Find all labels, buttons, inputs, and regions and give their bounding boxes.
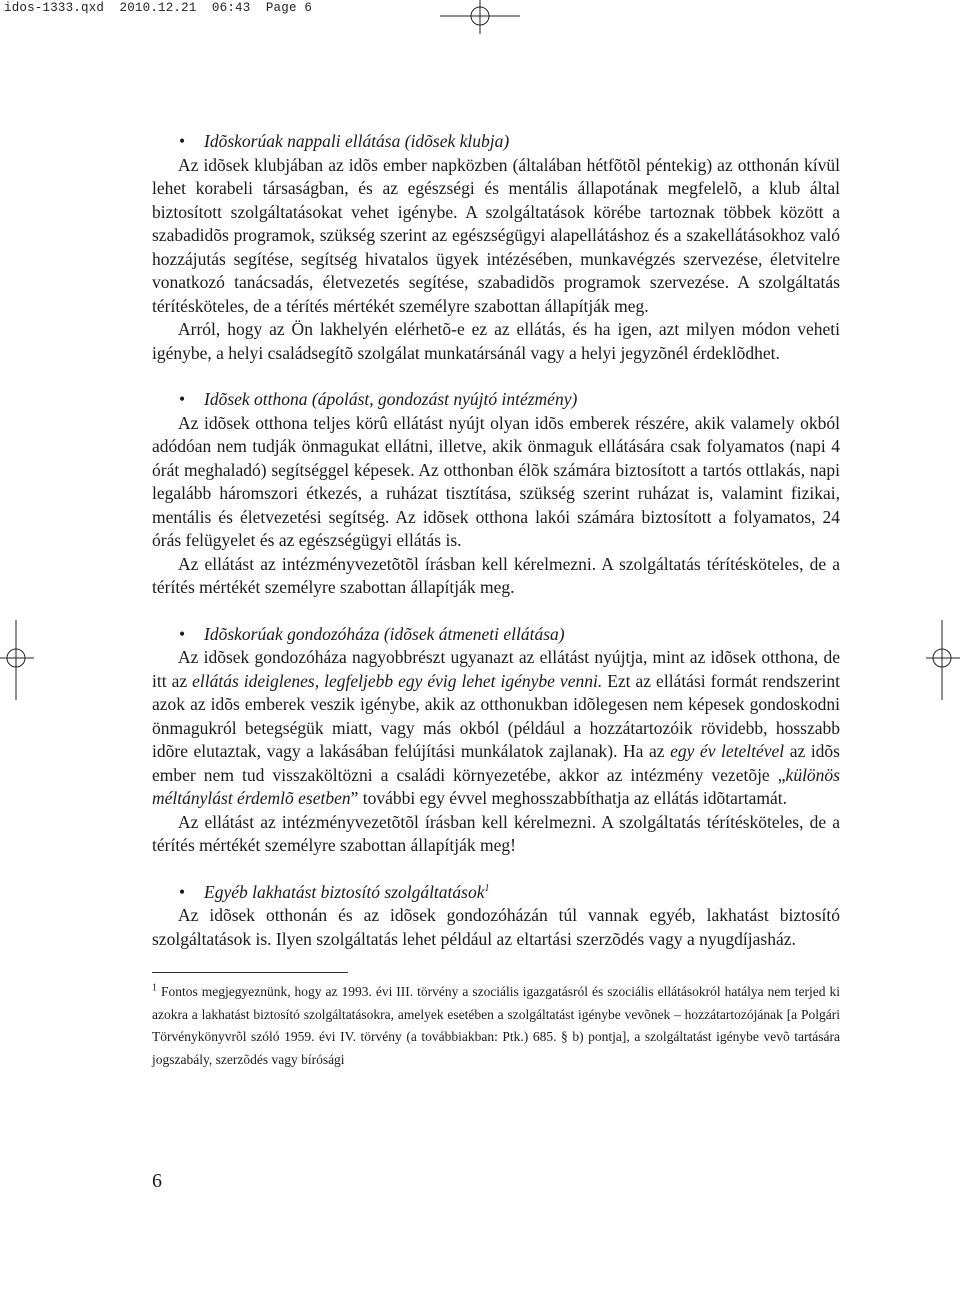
paragraph: Az idõsek otthonán és az idõsek gondozóházán túl vannak egyéb, lakhatást biztosító szolgáltatások is. Ilyen szolgáltatás lehet például az eltartási szerzõdés vagy a nyugdíjasház. <box>152 905 840 949</box>
section-heading: • Idõsek otthona (ápolást, gondozást nyújtó intézmény) <box>152 388 840 412</box>
footnote-ref: 1 <box>484 882 490 894</box>
registration-mark-left-icon <box>0 620 34 700</box>
section-heading: • Idõskorúak nappali ellátása (idõsek klubja) <box>152 130 840 154</box>
section-gondozohaz <box>152 623 840 858</box>
registration-mark-right-icon <box>926 620 960 700</box>
paragraph: Az ellátást az intézményvezetõtõl írásban kell kérelmezni. A szolgáltatás térítésköteles, de a térítés mértékét személyre szabottan állapítják meg. <box>152 553 840 597</box>
section-heading: • Egyéb lakhatást biztosító szolgáltatások$^1$ <box>152 881 840 905</box>
bullet-icon: • <box>179 623 186 644</box>
document-body <box>152 130 840 1071</box>
page-number: 6 <box>152 1170 162 1192</box>
section-idosek-otthona <box>152 388 840 600</box>
paragraph: Arról, hogy az Ön lakhelyén elérhetõ-e ez az ellátás, és ha igen, azt milyen módon veheti igénybe, a helyi családsegítõ szolgálat munkatársánál vagy a helyi jegyzõnél érdeklõdhet. <box>152 319 840 363</box>
paragraph: Az idõsek otthona teljes körû ellátást nyújt olyan idõs emberek részére, akik valamely okból adódóan nem tudják önmagukat ellátni, illetve, akik önmaguk ellátására csak folyamatos (napi 4 órát meghaladó) segítséggel képesek. Az otthonban élõk számára biztosított a tartós ottlakás, napi legalább háromszori étkezés, a ruházat tisztítása, szükség szerint ruházat is, valamint fizikai, mentális és életvezetési segítség. Az idõsek otthona lakói számára biztosított a folyamatos, 24 órás felügyelet és az egészségügyi ellátás is. <box>152 412 840 550</box>
print-header: idos-1333.qxd 2010.12.21 06:43 Page 6 <box>4 1 313 15</box>
section-nappali-ellatas <box>152 130 840 365</box>
bullet-icon: • <box>179 131 186 151</box>
emphasis: egy év leteltével <box>670 741 785 761</box>
footnote: $^1$ Fontos megjegyeznünk, hogy az 1993. évi III. törvény a szociális igazgatásról és szociális ellátásokról hatálya nem terjed ki azokra a lakhatást biztosító szolgáltatásokra, amelyek esetében a szolgáltatást igénybe vevõnek – hozzátartozójának [a Polgári Törvénykönyvrõl szóló 1959. évi IV. törvény (a továbbiakban: Ptk.) 685. § b) pontja], a szolgáltatást igénybe vevõ tartására jogszabály, szerzõdés vagy bírósági <box>152 982 841 1067</box>
footnote-marker: 1 <box>152 982 157 994</box>
section-heading: • Idõskorúak gondozóháza (idõsek átmeneti ellátása) <box>152 623 840 647</box>
footnote-divider <box>152 972 348 973</box>
bullet-icon: • <box>179 389 186 409</box>
registration-mark-top-icon <box>440 0 520 34</box>
paragraph: Az idõsek gondozóháza nagyobbrészt ugyanazt az ellátást nyújtja, mint az idõsek otthona, de itt az ellátás ideiglenes, legfeljebb egy évig lehet igénybe venni. Ezt az ellátási formát rendszerint azok az idõs emberek veszik igénybe, akik az otthonukban idõlegesen nem képesek gondoskodni önmagukról betegségük miatt, vagy más okból (például a hozzátartozóik rövidebb, hosszabb idõre elutaztak, vagy a lakásában felújítási munkálatok zajlanak). Ha az egy év leteltével az idõs ember nem tud visszaköltözni a családi környezetébe, akkor az intézmény vezetõje „különös méltánylást érdemlõ esetben” további egy évvel meghosszabbíthatja az ellátás idõtartamát. <box>152 647 840 808</box>
emphasis: különös méltánylást érdemlõ esetben <box>152 764 840 808</box>
paragraph: Az ellátást az intézményvezetõtõl írásban kell kérelmezni. A szolgáltatás térítésköteles, de a térítés mértékét személyre szabottan állapítják meg! <box>152 811 840 855</box>
bullet-icon: • <box>179 881 186 902</box>
paragraph: Az idõsek klubjában az idõs ember napközben (általában hétfõtõl péntekig) az otthonán kívül lehet korabeli társaságban, és az egészségi és mentális állapotának megfelelõ, a klub által biztosított szolgáltatásokat vehet igénybe. A szolgáltatások körébe tartoznak többek között a szabadidõs programok, szükség szerint az egészségügyi alapellátáshoz és a szakellátásokhoz való hozzájutás segítése, segítség hivatalos ügyek intézésében, munkavégzés szervezése, életvitelre vonatkozó tanácsadás, életvezetés segítése, szabadidõs programok szervezése. A szolgáltatás térítésköteles, de a térítés mértékét személyre szabottan állapítják meg. <box>152 154 840 316</box>
emphasis: ellátás ideiglenes, legfeljebb egy évig lehet igénybe venni. <box>192 670 603 691</box>
section-egyeb-lakhatas <box>152 881 840 952</box>
